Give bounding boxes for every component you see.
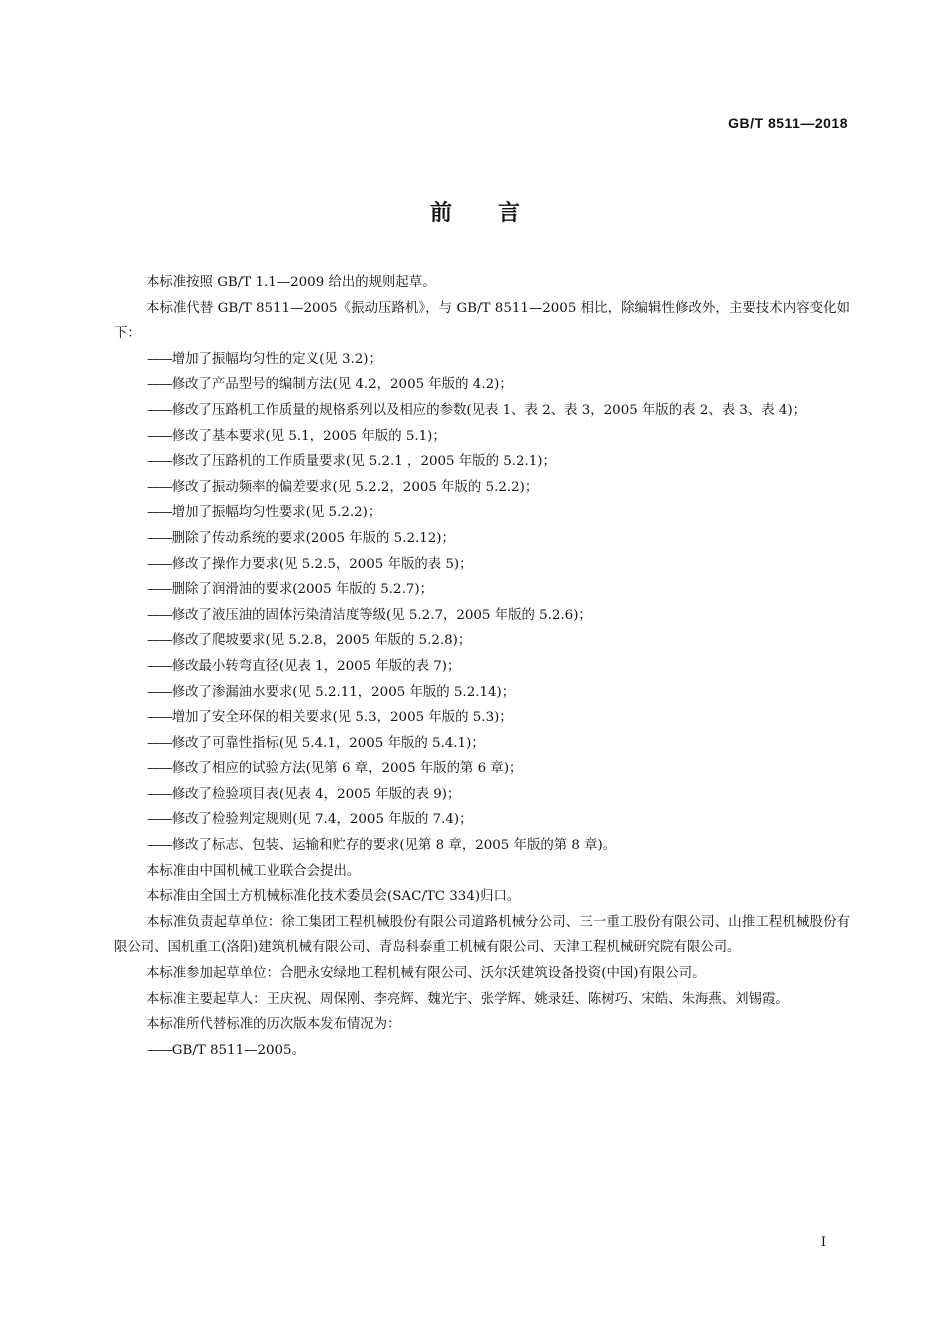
list-item: ——修改了液压油的固体污染清洁度等级(见 5.2.7，2005 年版的 5.2.6)； <box>147 607 592 623</box>
list-item: ——修改了压路机的工作质量要求(见 5.2.1 ，2005 年版的 5.2.1)； <box>147 454 556 470</box>
list-item: ——修改了振动频率的偏差要求(见 5.2.2，2005 年版的 5.2.2)； <box>147 479 539 495</box>
participating-drafters-paragraph: 本标准参加起草单位：合肥永安绿地工程机械有限公司、沃尔沃建筑设备投资(中国)有限公司。 <box>146 966 706 982</box>
list-item: ——修改了可靠性指标(见 5.4.1，2005 年版的 5.4.1)； <box>147 735 485 751</box>
proposer-paragraph: 本标准由中国机械工业联合会提出。 <box>146 863 361 879</box>
list-item: ——修改了检验判定规则(见 7.4，2005 年版的 7.4)； <box>147 812 473 828</box>
lead-drafters-paragraph: 本标准负责起草单位：徐工集团工程机械股份有限公司道路机械分公司、三一重工股份有限公司、山推工程机械股份有限公司、国机重工(洛阳)建筑机械有限公司、青岛科泰重工机械有限公司、天津工程机械研究院有限公司。 <box>114 914 850 956</box>
list-item: ——修改了操作力要求(见 5.2.5，2005 年版的表 5)； <box>147 556 473 572</box>
list-item: ——修改了标志、包装、运输和贮存的要求(见第 8 章，2005 年版的第 8 章)。 <box>147 838 617 854</box>
history-intro-paragraph: 本标准所代替标准的历次版本发布情况为： <box>146 1017 401 1033</box>
list-item: ——修改了爬坡要求(见 5.2.8，2005 年版的 5.2.8)； <box>147 633 472 649</box>
foreword-body <box>114 270 850 1063</box>
title-char-1: 前 <box>429 201 452 226</box>
standard-code: GB/T 8511—2018 <box>728 115 848 131</box>
list-item: ——删除了润滑油的要求(2005 年版的 5.2.7)； <box>147 582 433 598</box>
main-drafters-paragraph: 本标准主要起草人：王庆祝、周保刚、李亮辉、魏光宇、张学辉、姚录廷、陈树巧、宋皓、朱海燕、刘锡霞。 <box>146 991 789 1007</box>
intro-paragraph-1: 本标准按照 GB/T 1.1—2009 给出的规则起草。 <box>146 275 436 290</box>
title-char-2: 言 <box>498 201 521 226</box>
list-item: ——修改了渗漏油水要求(见 5.2.11，2005 年版的 5.2.14)； <box>147 684 516 700</box>
list-item: ——修改了基本要求(见 5.1，2005 年版的 5.1)； <box>147 428 446 444</box>
list-item: ——修改了相应的试验方法(见第 6 章，2005 年版的第 6 章)； <box>147 761 523 777</box>
list-item: ——修改了检验项目表(见表 4，2005 年版的表 9)； <box>147 786 461 802</box>
history-item: ——GB/T 8511—2005。 <box>147 1042 305 1058</box>
list-item: ——修改最小转弯直径(见表 1，2005 年版的表 7)； <box>147 658 461 674</box>
list-item: ——增加了振幅均匀性的定义(见 3.2)； <box>147 351 382 367</box>
page-number: I <box>820 1235 826 1250</box>
list-item: ——增加了振幅均匀性要求(见 5.2.2)； <box>147 505 382 521</box>
list-item: ——修改了压路机工作质量的规格系列以及相应的参数(见表 1、表 2、表 3，2005 年版的表 2、表 3、表 4)； <box>147 402 807 418</box>
intro-paragraph-2: 本标准代替 GB/T 8511—2005《振动压路机》，与 GB/T 8511—2005 相比，除编辑性修改外，主要技术内容变化如下： <box>114 300 850 342</box>
changes-list <box>114 347 850 859</box>
page-title <box>0 196 950 227</box>
list-item: ——删除了传动系统的要求(2005 年版的 5.2.12)； <box>147 530 455 546</box>
committee-paragraph: 本标准由全国土方机械标准化技术委员会(SAC/TC 334)归口。 <box>146 889 521 905</box>
list-item: ——修改了产品型号的编制方法(见 4.2，2005 年版的 4.2)； <box>147 377 513 393</box>
list-item: ——增加了安全环保的相关要求(见 5.3，2005 年版的 5.3)； <box>147 710 513 726</box>
